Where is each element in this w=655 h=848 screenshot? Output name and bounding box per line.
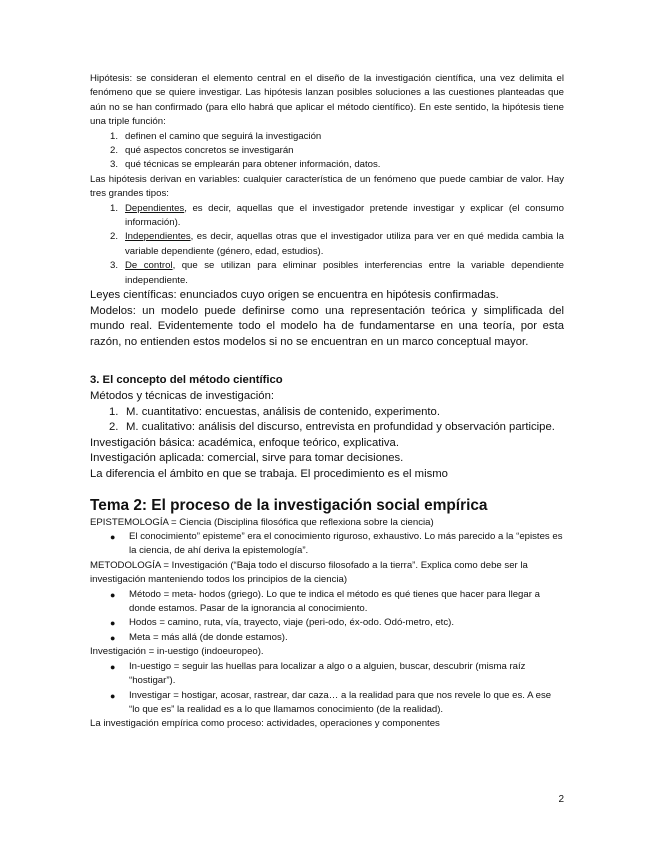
list-item: 3. qué técnicas se emplearán para obtener información, datos. bbox=[110, 159, 381, 171]
investigacion-list bbox=[90, 660, 564, 718]
list-item: 1. Dependientes, es decir, aquellas que el investigador pretende investigar y explicar (el consumo información). bbox=[110, 202, 564, 229]
list-item: ● El conocimiento” episteme” era el conocimiento riguroso, exhaustivo. Lo más parecido a la “epistes es la ciencia, de ahí deriva la epistemología”. bbox=[110, 531, 563, 557]
metodologia-line: METODOLOGÍA = Investigación (“Baja todo el discurso filosofado a la tierra”. Explica como debe ser la investigación manteniendo todos los principios de la ciencia) bbox=[90, 559, 528, 586]
list-item: 1. definen el camino que seguirá la investigación bbox=[110, 130, 322, 142]
page-number: 2 bbox=[558, 794, 564, 805]
list-item: 1. M. cuantitativo: encuestas, análisis de contenido, experimento. bbox=[109, 405, 440, 418]
list-item: 2. Independientes, es decir, aquellas otras que el investigador utiliza para ver en qué medida cambia la variable dependiente (género, edad, estudios). bbox=[110, 231, 564, 257]
applied-research-line: Investigación aplicada: comercial, sirve para tomar decisiones. bbox=[90, 452, 404, 465]
basic-research-line: Investigación básica: académica, enfoque teórico, explicativa. bbox=[90, 436, 399, 449]
epistemologia-line: EPISTEMOLOGÍA = Ciencia (Disciplina filosófica que reflexiona sobre la ciencia) bbox=[90, 516, 434, 528]
difference-line: La diferencia el ámbito en que se trabaja. El procedimiento es el mismo bbox=[90, 468, 448, 481]
section-title: 3. El concepto del método científico bbox=[90, 374, 283, 387]
bullet-icon: ● bbox=[110, 618, 116, 629]
list-item: ● Método = meta- hodos (griego). Lo que te indica el método es qué tienes que hacer para llegar a donde estamos. Pasar de la ignorancia al conocimiento. bbox=[110, 588, 540, 615]
term-dependientes: Dependientes bbox=[125, 202, 185, 214]
document-page bbox=[90, 72, 564, 732]
term-de-control: De control bbox=[125, 260, 173, 272]
bullet-icon: ● bbox=[110, 690, 116, 701]
hipotesis-functions-list bbox=[90, 130, 564, 173]
list-item: 3. De control, que se utilizan para eliminar posibles interferencias entre la variable dependiente independiente. bbox=[110, 260, 564, 286]
bullet-icon: ● bbox=[110, 589, 116, 600]
list-item: ● Meta = más allá (de donde estamos). bbox=[90, 631, 564, 645]
chapter-title: Tema 2: El proceso de la investigación social empírica bbox=[90, 496, 488, 514]
bullet-icon: ● bbox=[110, 661, 116, 672]
investigacion-line: Investigación = in-uestigo (indoeuropeo). bbox=[90, 646, 264, 658]
epistemologia-list bbox=[90, 530, 564, 559]
methods-list bbox=[90, 405, 564, 436]
variables-paragraph: Las hipótesis derivan en variables: cualquier característica de un fenómeno que puede cambiar de valor. Hay tres grandes tipos: bbox=[90, 173, 564, 200]
list-item: ● In-uestigo = seguir las huellas para localizar a algo o a alguien, buscar, descubrir (misma raíz “hostigar”). bbox=[110, 660, 526, 687]
metodologia-list bbox=[90, 588, 564, 646]
term-independientes: Independientes bbox=[125, 231, 191, 243]
list-item: 2. M. cualitativo: análisis del discurso, entrevista en profundidad y observación participe. bbox=[109, 421, 555, 434]
leyes-paragraph: Leyes científicas: enunciados cuyo origen se encuentra en hipótesis confirmadas. bbox=[90, 289, 499, 302]
section-subtitle: Métodos y técnicas de investigación: bbox=[90, 390, 274, 403]
variable-types-list bbox=[90, 202, 564, 288]
modelos-paragraph: Modelos: un modelo puede definirse como una representación teórica y simplificada del mundo real. Evidentemente todo el modelo ha de fundamentarse en una teoría, por esta razón, no entienden estos modelos si no se encuentran en un marco conceptual mayor. bbox=[90, 304, 564, 348]
proceso-line: La investigación empírica como proceso: actividades, operaciones y componentes bbox=[90, 718, 440, 730]
list-item: ● Hodos = camino, ruta, vía, trayecto, viaje (peri-odo, éx-odo. Odó-metro, etc). bbox=[90, 616, 564, 630]
list-item: ● Investigar = hostigar, acosar, rastrear, dar caza… a la realidad para que nos revele lo que es. A ese “lo que es” la realidad es a lo que llamamos conocimiento (de la realidad). bbox=[110, 689, 552, 715]
hipotesis-paragraph: Hipótesis: se consideran el elemento central en el diseño de la investigación científica, una vez delimita el fenómeno que se quiere investigar. Las hipótesis lanzan posibles soluciones a las cuestiones planteadas que aún no se han confirmado (para ello habrá que aplicar el método científico). En este sentido, la hipótesis tiene una triple función: bbox=[90, 73, 564, 128]
list-item: 2. qué aspectos concretos se investigarán bbox=[110, 145, 294, 157]
bullet-icon: ● bbox=[110, 532, 116, 543]
bullet-icon: ● bbox=[110, 632, 116, 643]
